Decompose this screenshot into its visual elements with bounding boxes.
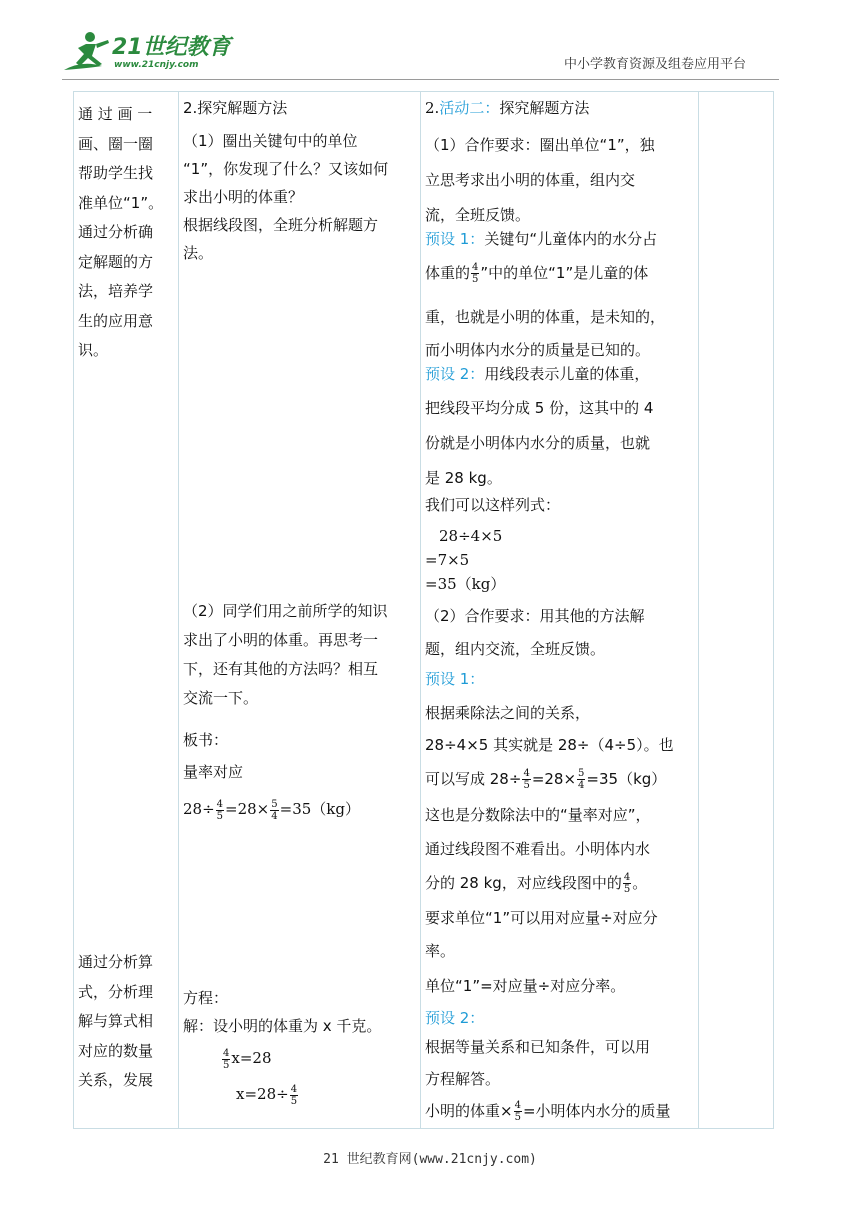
fraction: $\frac{4}{5}$: [290, 1083, 298, 1107]
preset-3-line-6: 分的 28 kg，对应线段图中的 $\frac{4}{5}$ 。: [425, 872, 648, 895]
col-notes: [699, 92, 774, 1129]
preset-3-line-1: 根据乘除法之间的关系，: [425, 704, 591, 722]
intent-line: 帮助学生找: [78, 164, 154, 182]
preset-2-line-1: 预设 2：用线段表示儿童的体重，: [425, 365, 650, 383]
preset-1-line-2: 体重的 $\frac{4}{5}$ ”中的单位“1”是儿童的体: [425, 262, 649, 285]
intent-block-2: [78, 948, 174, 1096]
intent-line: 生的应用意: [78, 311, 154, 330]
board-formula: [183, 792, 360, 826]
student-title: 2.活动二：探究解题方法: [425, 99, 590, 117]
preset-3-line-2: 28÷4×5 其实就是 28÷（4÷5）。也: [425, 736, 674, 754]
intent-line: 关系，发展: [78, 1071, 154, 1089]
teacher-line: 法。: [183, 244, 214, 262]
formula-steps: 28÷4×5 =7×5 =35（kg）: [425, 527, 506, 593]
page-footer: 21 世纪教育网(www.21cnjy.com): [323, 1152, 537, 1167]
platform-title: 中小学教育资源及组卷应用平台: [564, 57, 747, 72]
col-teacher: [179, 92, 421, 1129]
preset-3-line-9: 单位“1”=对应量÷对应分率。: [425, 977, 626, 995]
col-student: [421, 92, 699, 1129]
table-row: [74, 92, 774, 1129]
fraction: $\frac{5}{4}$: [271, 798, 278, 822]
fraction: $\frac{4}{5}$: [623, 872, 631, 895]
logo-text: 21世纪教育: [112, 35, 231, 60]
teacher-line: 交流一下。: [183, 689, 259, 707]
equation-line-2: x=28÷ $\frac{4}{5}$: [236, 1083, 298, 1107]
formula-part: 28÷: [183, 800, 215, 818]
teacher-line: “1”，你发现了什么？又该如何: [183, 160, 389, 178]
intent-line: 通过分析算: [78, 953, 154, 971]
preset-4-line-2: 方程解答。: [425, 1070, 501, 1088]
fraction: $\frac{4}{5}$: [514, 1100, 521, 1123]
intent-line: 识。: [78, 341, 109, 359]
preset-3-line-3: 可以写成 28÷ $\frac{4}{5}$ =28× $\frac{5}{4}$ =35（kg）: [425, 768, 667, 791]
teacher-q1: [183, 127, 388, 267]
board-title: 量率对应: [183, 763, 244, 781]
requirement-1: （1）合作要求：圈出单位“1”，独 立思考求出小明的体重，组内交 流，全班反馈。: [425, 136, 655, 224]
preset-3-line-5: 通过线段图不难看出。小明体内水: [425, 840, 651, 858]
preset-1-rest: 重，也就是小明的体重，是未知的， 而小明体内水分的质量是已知的。: [425, 308, 666, 359]
teacher-line: （2）同学们用之前所学的知识: [183, 602, 388, 620]
preset-1-line-1: 预设 1：关键句“儿童体内的水分占: [425, 230, 658, 248]
preset-3-line-4: 这也是分数除法中的“量率对应”，: [425, 806, 651, 824]
fraction: $\frac{4}{5}$: [216, 798, 224, 822]
preset-3-label: 预设 1：: [425, 670, 485, 688]
logo-url: www.21cnjy.com: [114, 60, 199, 70]
preset-label: 预设 2：: [425, 365, 485, 383]
preset-4-line-1: 根据等量关系和已知条件，可以用: [425, 1038, 651, 1056]
teacher-title: 2.探究解题方法: [183, 99, 288, 117]
preset-label: 预设 1：: [425, 230, 485, 248]
fraction: $\frac{4}{5}$: [223, 1047, 230, 1071]
teacher-line: 下，还有其他的方法吗？相互: [183, 660, 379, 678]
fraction: $\frac{4}{5}$: [523, 768, 530, 791]
teacher-line: 求出了小明的体重。再思考一: [183, 631, 379, 649]
requirement-2: （2）合作要求：用其他的方法解 题，组内交流，全班反馈。: [425, 607, 645, 658]
fraction: $\frac{5}{4}$: [578, 768, 585, 791]
preset-3-line-7: 要求单位“1”可以用对应量÷对应分: [425, 909, 658, 927]
teacher-line: 求出小明的体重？: [183, 188, 304, 206]
formula-part: =28×: [225, 800, 270, 818]
intent-line: 定解题的方: [78, 252, 154, 271]
equation-solve: 解：设小明的体重为 x 千克。: [183, 1017, 382, 1035]
runner-logo-icon: [62, 30, 118, 74]
intent-line: 准单位“1”。: [78, 193, 164, 212]
formula-intro: 我们可以这样列式：: [425, 496, 561, 514]
lesson-table: [73, 91, 774, 1129]
intent-line: 对应的数量: [78, 1041, 154, 1060]
site-logo[interactable]: [62, 28, 237, 76]
col-intent: [74, 92, 179, 1129]
preset-4-label: 预设 2：: [425, 1009, 485, 1027]
preset-2-rest: 把线段平均分成 5 份，这其中的 4 份就是小明体内水分的质量，也就 是 28 kg。: [425, 399, 654, 487]
intent-block-1: [78, 100, 174, 366]
equation-label: 方程：: [183, 989, 229, 1007]
teacher-line: （1）圈出关键句中的单位: [183, 132, 358, 150]
intent-line: 式，分析理: [78, 982, 154, 1001]
header-divider: [62, 79, 779, 80]
fraction: $\frac{4}{5}$: [472, 262, 479, 285]
intent-line: 通 过 画 一: [78, 105, 153, 123]
intent-line: 法，培养学: [78, 282, 154, 300]
teacher-line: 根据线段图，全班分析解题方: [183, 216, 379, 234]
preset-3-line-8: 率。: [425, 942, 456, 960]
teacher-q2: [183, 597, 388, 713]
page-header: [0, 0, 860, 90]
intent-line: 解与算式相: [78, 1012, 154, 1030]
activity-label: 活动二：: [439, 99, 500, 117]
formula-part: =35（kg）: [279, 800, 360, 818]
equation-line-1: $\frac{4}{5}$ x=28: [223, 1047, 272, 1071]
preset-4-line-3: 小明的体重× $\frac{4}{5}$ =小明体内水分的质量: [425, 1100, 671, 1123]
intent-line: 画、圈一圈: [78, 134, 154, 153]
intent-line: 通过分析确: [78, 223, 154, 241]
board-label: 板书：: [183, 731, 229, 749]
